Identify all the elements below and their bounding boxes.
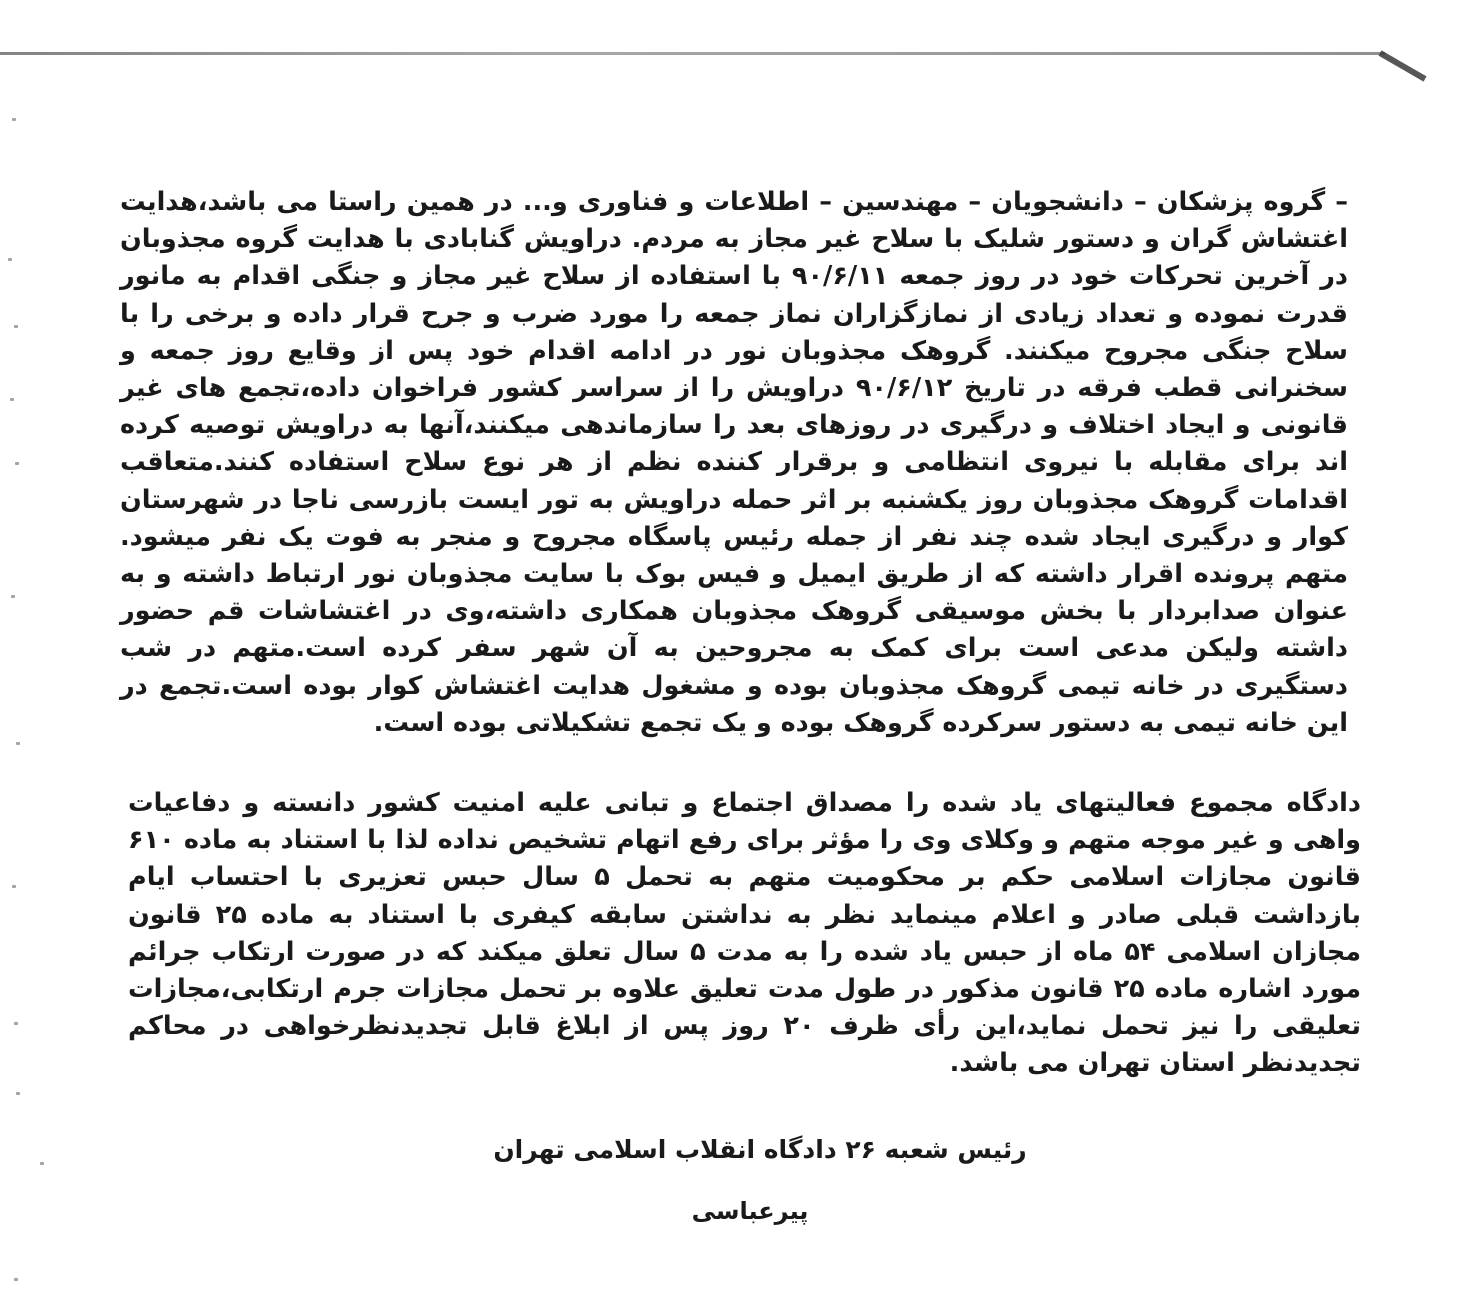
- judge-name: پیرعباسی: [691, 1197, 809, 1225]
- judge-title: رئیس شعبه ۲۶ دادگاه انقلاب اسلامی تهران: [493, 1135, 1027, 1164]
- scan-speck: [12, 118, 16, 121]
- scan-folded-corner: [1379, 50, 1427, 81]
- scan-speck: [40, 1162, 44, 1165]
- scan-speck: [14, 1278, 18, 1281]
- scan-speck: [15, 462, 19, 465]
- scan-speck: [10, 398, 14, 401]
- scan-speck: [16, 742, 20, 745]
- scan-edge-line: [0, 52, 1385, 55]
- scan-speck: [14, 325, 18, 328]
- verdict-paragraph-ruling: دادگاه مجموع فعالیتهای یاد شده را مصداق اجتماع و تبانی علیه امنیت کشور دانسته و دفاعیات واهی و غیر موجه متهم و وکلای وی را مؤثر برای رفع اتهام تشخیص نداده لذا با استناد به ماده ۶۱۰ قانون مجازات اسلامی حکم بر محکومیت متهم به تحمل ۵ سال حبس تعزیری با احتساب ایام بازداشت قبلی صادر و اعلام مینماید نظر به نداشتن سابقه کیفری با استناد به ماده ۲۵ قانون مجازان اسلامی ۵۴ ماه از حبس یاد شده را به مدت ۵ سال تعلق میکند که در صورت ارتکاب جرائم مورد اشاره ماده ۲۵ قانون مذکور در طول مدت تعلیق علاوه بر تحمل مجازات جرم ارتکابی،مجازات تعلیقی را نیز تحمل نماید،این رأی ظرف ۲۰ روز پس از ابلاغ قابل تجدیدنظرخواهی در محاکم تجدیدنظر استان تهران می باشد.: [128, 788, 1362, 1079]
- scan-speck: [11, 595, 15, 598]
- scan-speck: [14, 1022, 18, 1025]
- scan-speck: [8, 258, 12, 261]
- verdict-paragraph-facts: – گروه پزشکان – دانشجویان – مهندسین – اطلاعات و فناوری و... در همین راستا می باشد،هدایت اغتشاش گران و دستور شلیک با سلاح غیر مجاز به مردم. دراویش گنابادی با هدایت گروه مجذوبان در آخرین تحرکات خود در روز جمعه ۹۰/۶/۱۱ با استفاده از سلاح غیر مجاز و جنگی اقدام به مانور قدرت نموده و تعداد زیادی از نمازگزاران نماز جمعه را مورد ضرب و جرح قرار داده و برخی را با سلاح جنگی مجروح میکنند. گروهک مجذوبان نور در ادامه اقدام خود پس از وقایع روز جمعه و سخنرانی قطب فرقه در تاریخ ۹۰/۶/۱۲ دراویش را از سراسر کشور فراخوان داده،تجمع های غیر قانونی و ایجاد اختلاف و درگیری در روزهای بعد را سازماندهی میکنند،آنها به دراویش توصیه کرده اند برای مقابله با نیروی انتظامی و برقرار کننده نظم از هر نوع سلاح استفاده کنند.متعاقب اقدامات گروهک مجذوبان روز یکشنبه بر اثر حمله دراویش به تور ایست بازرسی ناجا در شهرستان کوار و درگیری ایجاد شده چند نفر از جمله رئیس پاسگاه مجروح و منجر به فوت یک نفر میشود. متهم پرونده اقرار داشته که از طریق ایمیل و فیس بوک با سایت مجذوبان نور ارتباط داشته و به عنوان صدابردار با بخش موسیقی گروهک مجذوبان همکاری داشته،وی در اغتشاشات قم حضور داشته ولیکن مدعی است برای کمک به مجروحین به آن شهر سفر کرده است.متهم در شب دستگیری در خانه تیمی گروهک مجذوبان بوده و مشغول هدایت اغتشاش کوار بوده است.تجمع در این خانه تیمی به دستور سرکرده گروهک بوده و یک تجمع تشکیلاتی بوده است.: [120, 187, 1348, 738]
- scan-speck: [16, 1092, 20, 1095]
- scan-speck: [12, 885, 16, 888]
